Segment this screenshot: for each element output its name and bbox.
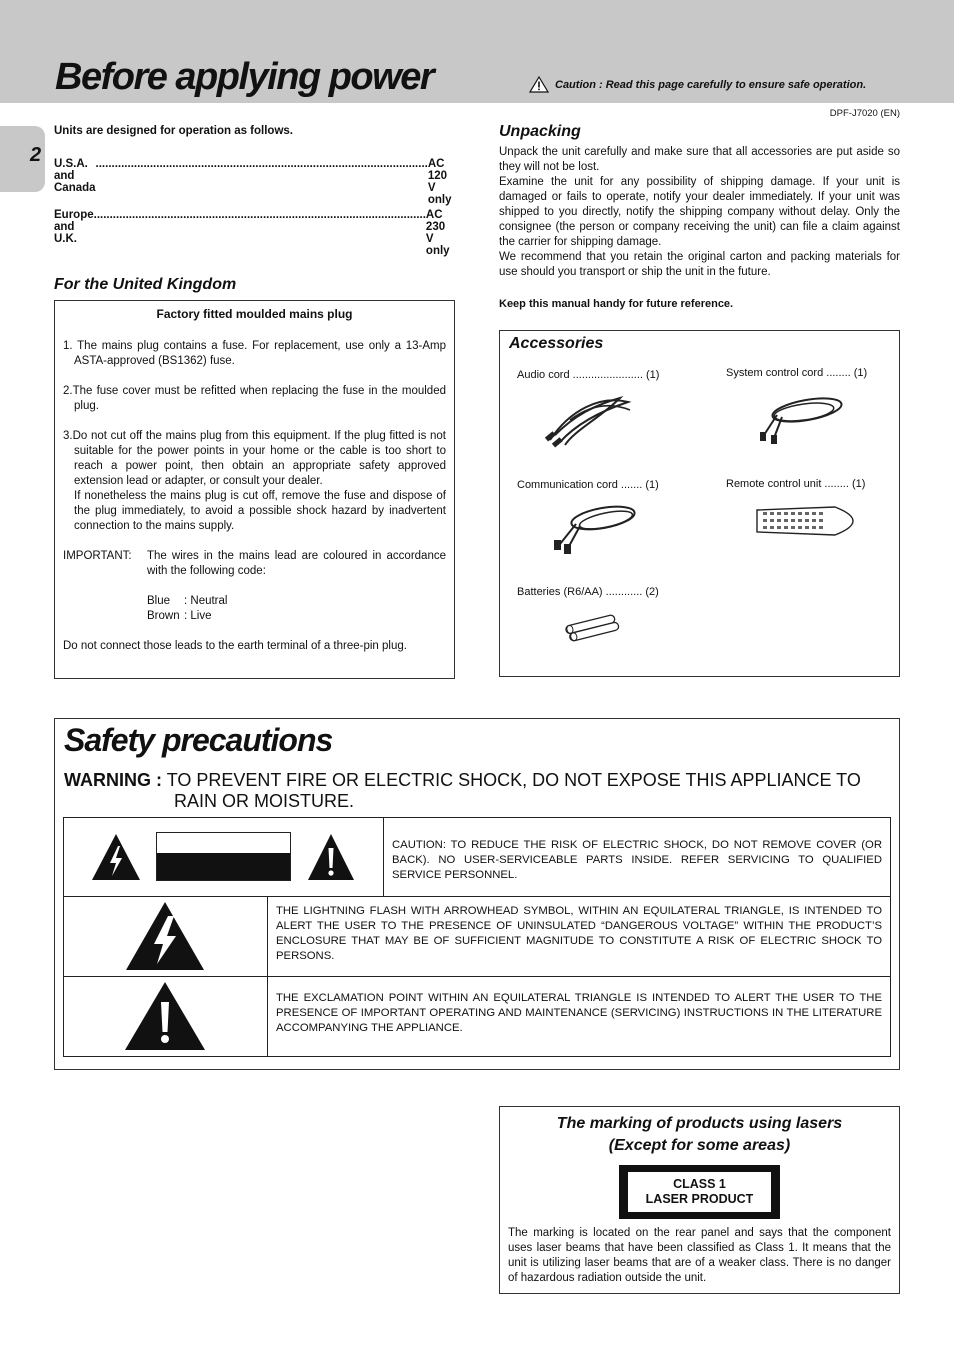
accessory-audio-cord: Audio cord ....................... (1)	[517, 369, 660, 381]
caution-note	[529, 76, 866, 93]
page-title: Before applying power	[55, 56, 434, 98]
voltage-leader: ........................................................................................................	[95, 158, 428, 170]
uk-plug-box	[54, 300, 455, 679]
voltage-value: AC 230 V only	[425, 209, 450, 257]
wire-codes	[147, 594, 446, 624]
caution-label-band	[157, 853, 290, 880]
uk-item-3: 3.Do not cut off the mains plug from this equipment. If the plug fitted is not suitable for the power points in your home or the cable is too short to reach a power point, then obtain an appropriate safety approved extension lead or adapter, or consult your dealer.	[63, 430, 446, 487]
important-label: IMPORTANT:	[63, 550, 132, 562]
warning-label: WARNING :	[64, 770, 162, 790]
voltage-row	[54, 158, 455, 206]
voltage-table	[54, 158, 455, 257]
model-number: DPF-J7020 (EN)	[829, 108, 900, 119]
caution-text: Caution : Read this page carefully to ensure safe operation.	[555, 78, 867, 91]
uk-item-3b: If nonetheless the mains plug is cut off, remove the fuse and dispose of the plug immediately, to avoid a possible shock hazard by inadvertent connection to the mains supply.	[74, 490, 446, 532]
batteries-icon	[560, 612, 624, 642]
caution-cover-text: CAUTION: TO REDUCE THE RISK OF ELECTRIC SHOCK, DO NOT REMOVE COVER (OR BACK). NO USER-SERVICEABLE PARTS INSIDE. REFER SERVICING TO QUALIFIED SERVICE PERSONNEL.	[392, 839, 882, 881]
accessory-remote-control: Remote control unit ........ (1)	[726, 478, 866, 490]
lightning-explanation: THE LIGHTNING FLASH WITH ARROWHEAD SYMBOL, WITHIN AN EQUILATERAL TRIANGLE, IS INTENDED TO ALERT THE USER TO THE PRESENCE OF UNINSULATED “DANGEROUS VOLTAGE” WITHIN THE PRODUCT’S ENCLOSURE THAT MAY BE OF SUFFICIENT MAGNITUDE TO CONSTITUTE A RISK OF ELECTRIC SHOCK TO PERSONS.	[276, 905, 882, 962]
exclamation-symbol-icon	[123, 980, 207, 1052]
voltage-region: Europe and U.K.	[54, 209, 94, 245]
lightning-symbol-icon	[124, 900, 206, 972]
voltage-region: U.S.A. and Canada	[54, 158, 96, 194]
laser-text: The marking is located on the rear panel and says that the component uses laser beams that have been classified as Class 1. It means that the unit is utilizing laser beams that are of a weaker class. There is no danger of hazardous radiation outside the unit.	[508, 1227, 891, 1284]
laser-heading-line2: (Except for some areas)	[608, 1137, 791, 1154]
unpacking-body	[499, 145, 900, 280]
warning-text-line2: RAIN OR MOISTURE.	[174, 791, 355, 811]
exclamation-triangle-icon	[306, 832, 356, 882]
wire-brown: Brown	[147, 610, 180, 622]
table-divider	[63, 976, 891, 977]
laser-class: CLASS 1	[673, 1177, 726, 1191]
table-divider	[63, 896, 891, 897]
wire-blue-value: : Neutral	[184, 595, 228, 607]
uk-item-1: 1. The mains plug contains a fuse. For replacement, use only a 13-Amp ASTA-approved (BS1362) fuse.	[63, 340, 446, 367]
uk-heading: For the United Kingdom	[54, 276, 237, 293]
warning-text-line1: TO PREVENT FIRE OR ELECTRIC SHOCK, DO NOT EXPOSE THIS APPLIANCE TO	[166, 770, 861, 790]
warning-statement	[64, 770, 861, 812]
laser-class-label	[628, 1172, 771, 1212]
unpacking-p1: Unpack the unit carefully and make sure that all accessories are put aside so they will not be lost.	[499, 146, 900, 173]
uk-footer: Do not connect those leads to the earth terminal of a three-pin plug.	[63, 640, 407, 652]
voltage-leader: ........................................................................................................	[93, 209, 426, 221]
exclamation-explanation: THE EXCLAMATION POINT WITHIN AN EQUILATERAL TRIANGLE IS INTENDED TO ALERT THE USER TO THE PRESENCE OF IMPORTANT OPERATING AND MAINTENANCE (SERVICING) INSTRUCTIONS IN THE LITERATURE ACCOMPANYING THE APPLIANCE.	[276, 992, 882, 1034]
table-divider	[267, 896, 268, 1057]
uk-important	[63, 549, 446, 579]
accessory-system-cord: System control cord ........ (1)	[726, 367, 868, 379]
warning-triangle-icon	[529, 76, 549, 93]
laser-heading-line1: The marking of products using lasers	[556, 1115, 843, 1132]
caution-label-frame	[156, 832, 291, 881]
safety-title: Safety precautions	[64, 722, 333, 758]
system-control-cord-icon	[752, 390, 847, 445]
unpacking-p3: We recommend that you retain the original carton and packing materials for use should you transport or ship the unit in the future.	[499, 251, 900, 278]
unpacking-heading: Unpacking	[499, 123, 581, 140]
uk-item-2: 2.The fuse cover must be refitted when replacing the fuse in the moulded plug.	[63, 385, 446, 412]
communication-cord-icon	[548, 500, 643, 555]
wire-brown-value: : Live	[184, 610, 212, 622]
audio-cord-icon	[540, 390, 635, 450]
voltage-heading: Units are designed for operation as follows.	[54, 125, 293, 137]
table-divider	[383, 817, 384, 897]
important-text: The wires in the mains lead are coloured in accordance with the following code:	[147, 550, 446, 577]
accessory-batteries: Batteries (R6/AA) ............ (2)	[517, 586, 659, 598]
laser-product: LASER PRODUCT	[645, 1192, 754, 1206]
remote-control-icon	[755, 504, 855, 538]
accessories-heading: Accessories	[509, 335, 604, 352]
unpacking-p2: Examine the unit for any possibility of shipping damage. If your unit is damaged or fails to operate, notify your dealer immediately. If your unit was shipped to you directly, notify the shipping company without delay. Only the consignee (the person or company receiving the unit) can file a claim against the carrier for shipping damage.	[499, 176, 900, 248]
accessory-communication-cord: Communication cord ....... (1)	[517, 479, 659, 491]
page-number: 2	[30, 144, 42, 166]
lightning-triangle-icon	[90, 832, 142, 882]
voltage-value: AC 120 V only	[427, 158, 452, 206]
keep-manual-note: Keep this manual handy for future reference.	[499, 298, 734, 310]
voltage-row	[54, 209, 455, 257]
laser-heading	[499, 1113, 900, 1157]
wire-blue: Blue	[147, 595, 171, 607]
uk-box-title: Factory fitted moulded mains plug	[156, 307, 353, 321]
